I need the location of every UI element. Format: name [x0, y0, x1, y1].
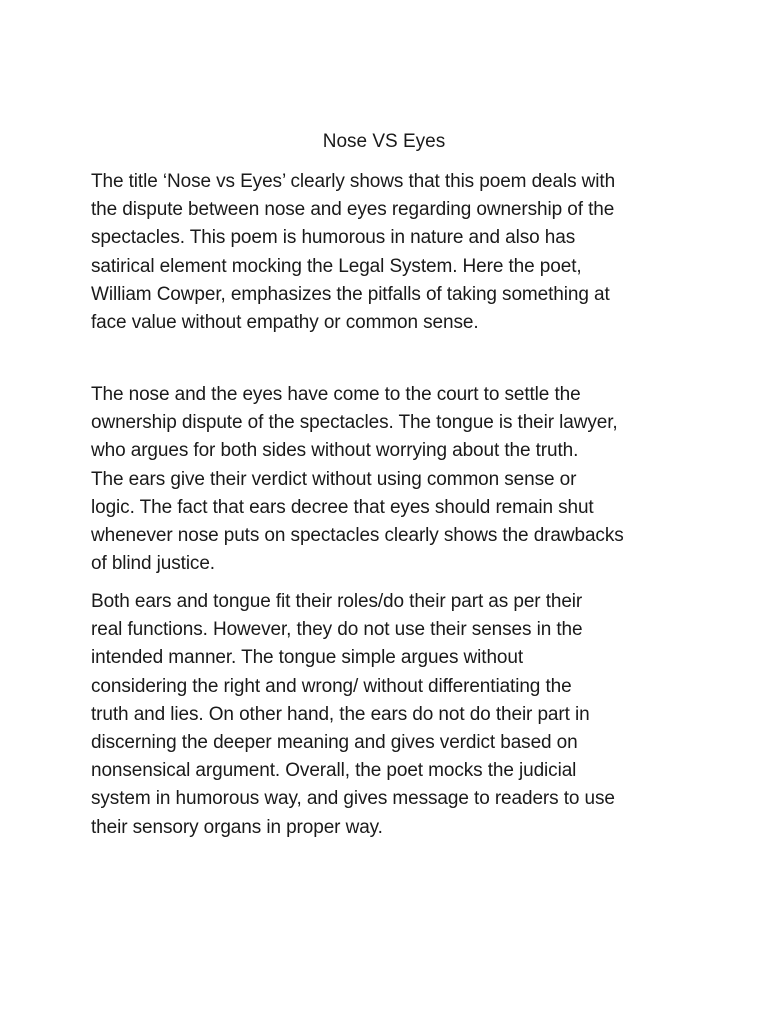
paragraph-line: whenever nose puts on spectacles clearly shows the drawbacks [91, 525, 624, 547]
paragraph-line: system in humorous way, and gives message to readers to use [91, 788, 615, 810]
paragraph-line: satirical element mocking the Legal System. Here the poet, [91, 255, 582, 277]
paragraph-line: discerning the deeper meaning and gives verdict based on [91, 732, 578, 754]
paragraph-line: intended manner. The tongue simple argues without [91, 647, 524, 669]
paragraph-line: considering the right and wrong/ without differentiating the [91, 675, 572, 697]
paragraph-line: who argues for both sides without worrying about the truth. [91, 440, 579, 462]
paragraph-line: nonsensical argument. Overall, the poet mocks the judicial [91, 760, 577, 782]
paragraph-line: spectacles. This poem is humorous in nature and also has [91, 227, 576, 249]
paragraph-line: The nose and the eyes have come to the court to settle the [91, 384, 581, 405]
paragraph-line: truth and lies. On other hand, the ears do not do their part in [91, 703, 590, 725]
paragraph-line: Both ears and tongue fit their roles/do their part as per their [91, 591, 583, 612]
paragraph-line: face value without empathy or common sense. [91, 312, 479, 334]
paragraph-1 [91, 168, 691, 337]
paragraph-line: real functions. However, they do not use their senses in the [91, 619, 583, 641]
document-title: Nose VS Eyes [322, 131, 446, 152]
paragraph-line: ownership dispute of the spectacles. The tongue is their lawyer, [91, 412, 618, 434]
paragraph-line: of blind justice. [91, 553, 215, 575]
paragraph-line: logic. The fact that ears decree that eyes should remain shut [91, 496, 594, 518]
paragraph-line: William Cowper, emphasizes the pitfalls of taking something at [91, 283, 610, 305]
paragraph-2 [91, 381, 691, 578]
paragraph-3 [91, 588, 691, 842]
paragraph-line: The title ‘Nose vs Eyes’ clearly shows that this poem deals with [91, 171, 616, 192]
paragraph-line: The ears give their verdict without using common sense or [91, 468, 577, 490]
paragraph-line: their sensory organs in proper way. [91, 816, 383, 838]
paragraph-line: the dispute between nose and eyes regarding ownership of the [91, 199, 615, 221]
